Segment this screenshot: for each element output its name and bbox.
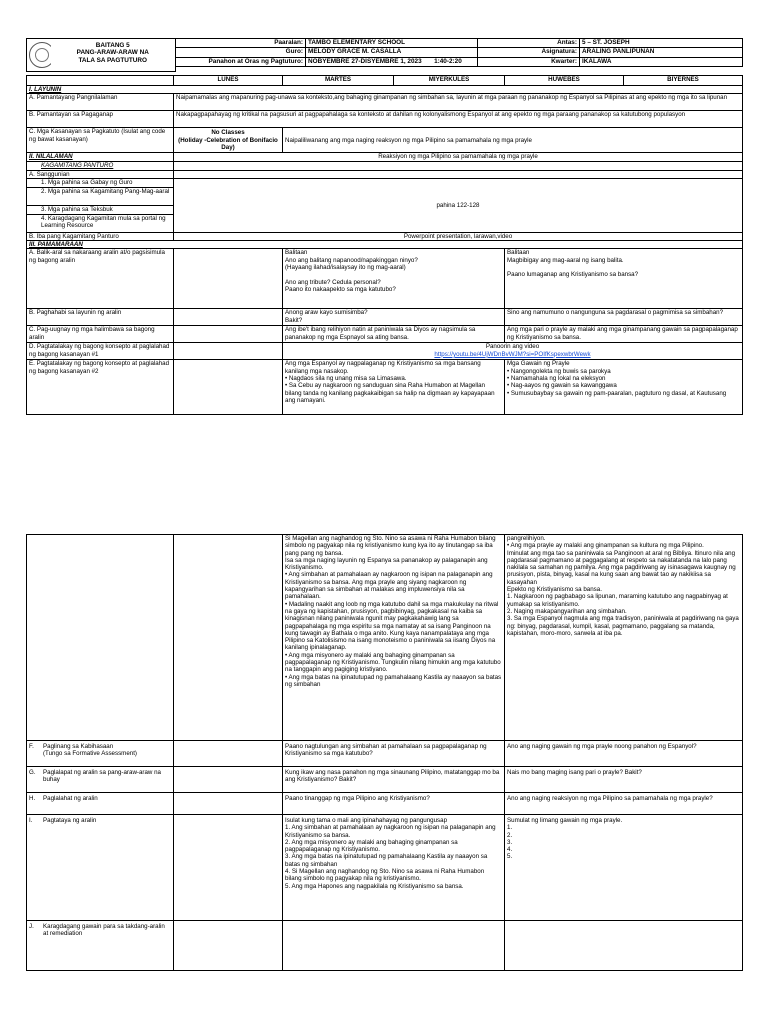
paglinang-martes: Paano nagtulungan ang simbahan at pamahalaan sa pagpapalaganap ng Kristiyanismo sa mga katutubo? [283,741,505,767]
school-logo-cell [27,39,51,72]
section-pamamaraan: III. PAMAMARAAN [27,241,743,249]
paglinang-label: F. Paglinang sa Kabihasaan (Tungo sa Formative Assessment) [27,741,174,767]
kasanayan-label: Mga Kasanayan sa Pagkatuto (Isulat ang code ng bawat kasanayan) [29,128,166,143]
guro-label: Guro: [176,48,306,57]
asignatura-label: Asignatura: [478,48,580,57]
pagtataya-martes: Isulat kung tama o mali ang ipinahahayag ng pangungusap 1. Ang simbahan at pamahalaan ay nagkaroon ng isipan na palaganapin ang Kristiyanismo sa bansa. 2. Ang mga misyonero ay malaki ang bahaging ginampanan sa pagpapalaganap ng Kristiyanismo. 3. Ang mga batas na ipinatutupad ng pamahalaang Kastila ay naaayon sa batas ng simbahan 4. Si Magellan ang naghandog ng Sto. Nino sa asawa ni Raha Humabon bilang simbolo ng pagyakap nila ng kristiyanismo. 5. Ang mga Hapones ang nagpakilala ng Kristiyanismo sa bansa. [283,815,505,921]
panoorin-video-text: Panoorin ang video [485,343,540,351]
pamantayan-sa-pagganap-label: Pamantayan sa Pagaganap [36,111,113,119]
day-header-huwebes: HUWEBES [505,76,624,86]
pagtatalakay-2-huwebes-continued: pangrelihiyon. • Ang mga prayle ay malaki ang ginampanan sa kultura ng mga Pilipino. Iminulat ang mga tao sa paniniwala sa Panginoon at aral ng Bibliya. Itinuro nila ang pagdarasal pagmamano at paggagalang at respeto sa nakatatanda na lalo pang nakilala sa samahan ng pamilya. Ang mga pagdiriwang ay isinasagawa kaugnay ng prusisyon, pista, binyag, kasal na kung saan ang bawat tao ay nakikiisa sa kasayahan Epekto ng Kristiyanismo sa bansa. 1. Nagkaroon ng pagbabago sa lipunan, maraming katutubo ang nagpabinyag at yumakap sa kristiyanismo. 2. Naging makapangyarihan ang simbahan. 3. Sa mga Espanyol nagmula ang mga tradisyon, paniniwala at pagdiriwang na gaya ng: binyag, pagdarasal, kumpil, kasal, pagmamano, paggalang sa matanda, kapistahan, moro-moro, sarwela at iba pa. [505,535,743,741]
section-nilalaman: II. NILALAMAN [27,153,174,161]
sanggunian-label: A. Sanggunian [27,170,174,178]
row-label-a: A. Pamantayang Pangnilalaman [27,94,174,111]
guro-value: MELODY GRACE M. CASALLA [306,48,478,57]
balik-aral-label: A. Balik-aral sa nakaraang aralin at/o pagsisimula ng bagong aralin [27,249,174,309]
paglalahat-martes: Paano tinanggap ng mga Pilipino ang Kristiyanismo? [283,793,505,815]
karagdagang-gawain-martes [283,921,505,971]
pagtataya-huwebes: Sumulat ng limang gawain ng mga prayle. 1. 2. 3. 4. 5. [505,815,743,921]
header-table [26,38,743,72]
panahon-label: Panahon at Oras ng Pagtuturo: [176,57,306,66]
day-header-miyerkules: MIYERKULES [394,76,505,86]
antas-label: Antas: [478,39,580,48]
pagtatalakay-2-label: E. Pagtatalakay ng bagong konsepto at paglalahad ng bagong kasanayan #2 [27,360,174,415]
asignatura-value: ARALING PANLIPUNAN [580,48,743,57]
day-header-biyernes: BIYERNES [624,76,743,86]
day-header-martes: MARTES [283,76,394,86]
day-header-lunes: LUNES [174,76,283,86]
deped-seal-icon [29,42,51,68]
karagdagang-gawain-label: J. Karagdagang gawain para sa takdang-aralin at remediation [27,921,174,971]
kwarter-value: IKALAWA [580,57,743,66]
pamantayang-pangnilalaman-label: Pamantayang Pangnilalaman [36,94,118,102]
pagtatalakay-2-huwebes: Mga Gawain ng Prayle • Nangongolekta ng buwis sa parokya • Namamahala ng lokal na eleksyon • Nag-aayos ng gawain sa kawanggawa • Sumusubaybay sa gawain ng pam-paaralan, pagtuturo ng dasal, at Kautusang [505,360,743,415]
lesson-table-1 [26,75,743,415]
pag-uugnay-label: C. Pag-uugnay ng mga halimbawa sa bagong aralin [27,326,174,343]
video-link[interactable]: https://youtu.be/4UjWDnBvWJM?si=POIfKspexwbrWewk [434,350,591,358]
section-layunin: I. LAYUNIN [27,86,743,94]
pahina-value: pahina 122-128 [174,178,743,232]
lesson-plan-page-2 [26,534,742,971]
paghahabi-huwebes: Sino ang namumuno o nangunguna sa pagdarasal o pagmimisa sa simbahan? [505,309,743,326]
paghahabi-martes: Anong araw kayo sumisimba? Bakit? [283,309,505,326]
row-label-c: C. Mga Kasanayan sa Pagkatuto (Isulat ang code ng bawat kasanayan) [27,128,174,153]
lesson-table-2 [26,534,743,971]
teksbuk-label: 3. Mga pahina sa Teksbuk [27,205,174,214]
row-label-b: B. Pamantayan sa Pagaganap [27,111,174,128]
kagamitang-pang-mag-aaral-label: 2. Mga pahina sa Kagamitang Pang-Mag-aaral [27,187,174,205]
antas-value: 5 – ST. JOSEPH [580,39,743,48]
paglalapat-huwebes: Nais mo bang maging isang pari o prayle? Bakit? [505,767,743,793]
paaralan-value: TAMBO ELEMENTARY SCHOOL [306,39,478,48]
pagtataya-label: I. Pagtataya ng aralin [27,815,174,921]
nilalaman-value: Reaksiyon ng mga Pilipino sa pamamahala ng mga prayle [174,153,743,161]
pamantayan-sa-pagganap-value: Nakapagpapahayag ng kritikal na pagsusuri at pagpapahalaga sa konteksto at dahilan ng kolonyalismong Espanyol at ang epekto ng mga paraang pananakop sa katutubong populasyon [174,111,743,128]
paglinang-huwebes: Ano ang naging gawain ng mga prayle noong panahon ng Espanyol? [505,741,743,767]
pag-uugnay-martes: Ang ibe't ibang relihiyon natin at paniniwala sa Diyos ay nagsimula sa pananakop ng mga Espnayol sa ating bansa. [283,326,505,343]
karagdagang-gawain-huwebes [505,921,743,971]
gabay-ng-guro-label: 1. Mga pahina sa Gabay ng Guro [27,178,174,187]
pagtatalakay-1-label: D. Pagtatalakay ng bagong konsepto at paglalahad ng bagong kasanayan #1 [27,343,174,360]
no-classes-note: No Classes (Holiday -Celebration of Bonifacio Day) [174,128,283,153]
balik-aral-martes: Balitaan Ano ang balitang napanood/napakinggan ninyo? (Hayaang ilahad/isalaysay ito ng mag-aaral) Ano ang tribute? Cedula personal? Paano ito nakaapekto sa mga katutubo? [283,249,505,309]
paghahabi-label: B. Paghahabi sa layunin ng aralin [27,309,174,326]
pagtatalakay-2-martes: Ang mga Espanyol ay nagpalaganap ng Kristiyanismo sa mga bansang kanilang mga nasakop. • Nagdaos sila ng unang misa sa Limasawa. • Sa Cebu ay nagkaroon ng sanduguan sina Raha Humabon at Magellan bilang tanda ng kanilang pagkakaibigan sa halip na digmaan ay kapayapaan ang namayani. [283,360,505,415]
pagtatalakay-2-martes-continued: Si Magellan ang naghandog ng Sto. Nino sa asawa ni Raha Humabon bilang simbolo ng pagyakap nila ng kristiyanismo kung kya ito ay tinutangap sa iba pang pang ng bansa. Isa sa mga naging layunin ng Espanya sa pananakop ay palaganapin ang Kristiyanismo. • Ang simbahan at pamahalaan ay nagkaroon ng isipan na palaganapin ang Kristiyanismo sa bansa. Ang mga prayle ang siyang nagkaroon ng kapangyarihan sa simbahan at malakas ang impluwensiya nila sa pamahalaan. • Madaling naakit ang loob ng mga katutubo dahil sa mga makukulay na ritwal na gaya ng kapistahan, prusisyon, pagbibinyag, pagkakasal na kaiba sa kinagisnan nilang paniniwala ngunit may pagkakahawig lang sa pagpapahalaga ng mga espiritu sa mga namatay at sa isang Panginoon na kung tawagin ay Bathala o mga anito. Kung kaya nanampalataya ang mga Pilipino sa Katolisismo na isang monoteismo o paniniwala sa iisang Diyos na kanilang ipinalaganap. • Ang mga misyonero ay malaki ang bahaging ginampanan sa pagpapalaganap ng Kristiyanismo. Tungkulin nilang himukin ang mga katutubo na tanggapin ang pagiging kristiyano. • Ang mga batas na ipinatutupad ng pamahalaang Kastila ay naaayon sa batas ng simbahan [283,535,505,741]
paaralan-label: Paaralan: [176,39,306,48]
video-cell [283,343,743,360]
kwarter-label: Kwarter: [478,57,580,66]
pamantayang-pangnilalaman-value: Naipamamalas ang mapanuring pag-unawa sa konteksto,ang bahaging ginampanan ng simbahan sa, layunin at mga paraan ng pananakop ng Espanyol sa Pilipinas at ang epekto ng mga ito sa lipunan [174,94,743,111]
paglalapat-martes: Kung ikaw ang nasa panahon ng mga sinaunang Pilipino, matatanggap mo ba ang Kristiyanismo? Bakit? [283,767,505,793]
school-heading: BAITANG 5 PANG-ARAW-ARAW NA TALA SA PAGTUTURO [51,39,176,72]
paglalahat-label: H. Paglalahat ng aralin [27,793,174,815]
paglalahat-huwebes: Ano ang naging reaksiyon ng mga Pilipino sa pamamahala ng mga prayle? [505,793,743,815]
iba-pang-kagamitan-value: Powerpoint presentation, larawan,video [174,232,743,240]
balik-aral-huwebes: Balitaan Magbibigay ang mag-aaral ng isang balita. Paano lumaganap ang Kristiyanismo sa bansa? [505,249,743,309]
pag-uugnay-huwebes: Ang mga pari o prayle ay malaki ang mga ginampanang gawain sa pagpapalaganap ng Kristiyanismo sa bansa. [505,326,743,343]
iba-pang-kagamitan-label: B. Iba pang Kagamitang Panturo [27,232,174,240]
kasanayan-value: Naipaliliwanang ang mga naging reaksyon ng mga Pilipino sa pamamahala ng mga prayle [283,128,743,153]
kagamitang-panturo-label: KAGAMITANG PANTURO [27,161,174,170]
learning-resource-label: 4. Karagdagang Kagamitan mula sa portal ng Learning Resource [27,214,174,232]
panahon-value: NOBYEMBRE 27-DISYEMBRE 1, 2023 1:40-2:20 [306,57,478,66]
paglalapat-label: G. Paglalapat ng aralin sa pang-araw-araw na buhay [27,767,174,793]
lesson-plan-page-1 [26,38,742,415]
